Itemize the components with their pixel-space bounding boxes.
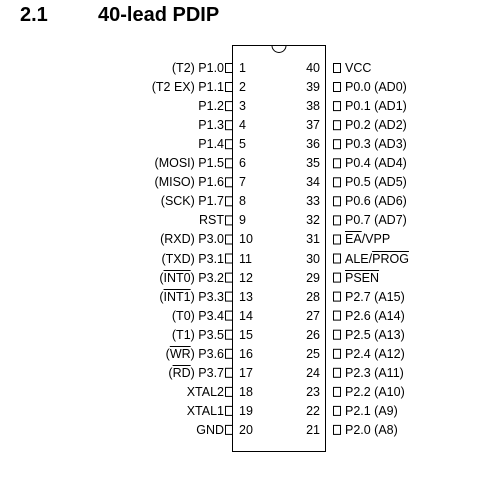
pin-6-pre-text: (MOSI) [154, 156, 199, 171]
pin-number-12: 12 [239, 270, 253, 285]
pin-17-bar-text: $\overline{RD}$ [172, 365, 191, 380]
pin-31-label [345, 232, 390, 246]
pin-7-pre-text: (MISO) [154, 175, 199, 190]
pin-number-15: 15 [239, 327, 253, 342]
pin-31-bar-text: $\overline{EA}$ [345, 232, 362, 247]
right-pin-box-21 [334, 425, 341, 434]
left-pin-box-10 [226, 235, 233, 244]
pin-15-label [172, 328, 224, 342]
pin-4-pre-text: P1.3 [198, 118, 224, 133]
pin-19-pre-text: XTAL1 [186, 403, 224, 418]
pin-30-label [345, 252, 409, 266]
pin-number-20: 20 [239, 422, 253, 437]
section-title: 40-lead PDIP [98, 4, 220, 26]
pin-26-label [345, 328, 405, 342]
right-pin-box-34 [334, 178, 341, 187]
pin-32-pre-text: P0.7 (AD7) [345, 213, 407, 228]
pin-9-label [199, 213, 224, 227]
pin-number-24: 24 [306, 365, 320, 380]
pin-9-pre-text: RST [199, 213, 224, 228]
pin-37-pre-text: P0.2 (AD2) [345, 118, 407, 133]
right-pin-box-28 [334, 292, 341, 301]
right-pin-box-35 [334, 159, 341, 168]
pin-22-label [345, 404, 398, 418]
left-pin-box-16 [226, 349, 233, 358]
pin-number-25: 25 [306, 346, 320, 361]
right-pin-box-30 [334, 254, 341, 263]
pin-15-pre-text: (T1) [171, 327, 199, 342]
pin-number-10: 10 [239, 232, 253, 247]
left-pin-box-15 [226, 330, 233, 339]
pin-7-label [155, 175, 224, 189]
pin-number-8: 8 [239, 194, 246, 209]
pin-2-pre-text: (T2 EX) [151, 80, 199, 95]
pin-number-9: 9 [239, 213, 246, 228]
pin-28-pre-text: P2.7 (A15) [345, 289, 405, 304]
pin-number-4: 4 [239, 118, 246, 133]
left-pin-box-7 [226, 178, 233, 187]
section-number: 2.1 [20, 4, 48, 26]
pin-number-34: 34 [306, 175, 320, 190]
right-pin-box-23 [334, 387, 341, 396]
pin-39-label [345, 80, 407, 94]
pin-29-label [345, 271, 379, 285]
left-pin-box-11 [226, 254, 233, 263]
pin-11-label [161, 252, 224, 266]
pin-number-7: 7 [239, 175, 246, 190]
left-pin-box-20 [226, 425, 233, 434]
pin-12-bar-text: INT0 [163, 270, 191, 285]
pin-number-2: 2 [239, 80, 246, 95]
pin-14-post-text: P3.4 [198, 308, 224, 323]
left-pin-box-8 [226, 197, 233, 206]
pin-13-pre-text: ( [159, 289, 164, 304]
left-pin-box-12 [226, 273, 233, 282]
pin-13-bar-text: INT1 [163, 289, 191, 304]
pin-number-40: 40 [306, 61, 320, 75]
pin-8-pre-text: (SCK) [160, 194, 199, 209]
left-pin-box-1 [226, 64, 233, 73]
pin-1-post-text: P1.0 [198, 61, 224, 75]
right-pin-box-37 [334, 121, 341, 130]
pin-22-pre-text: P2.1 (A9) [345, 403, 398, 418]
pin-24-label [345, 366, 404, 380]
pin-28-label [345, 290, 405, 304]
pin-14-pre-text: (T0) [171, 308, 199, 323]
pin-11-pre-text: (TXD) [161, 251, 199, 266]
pin-8-label [161, 194, 224, 208]
pin-31-post-text: /VPP [361, 232, 391, 247]
pin-33-pre-text: P0.6 (AD6) [345, 194, 407, 209]
pin-27-label [345, 309, 405, 323]
pin-11-post-text: P3.1 [198, 251, 224, 266]
pin-20-label [196, 423, 224, 437]
pin-12-pre-text: ( [159, 270, 164, 285]
right-pin-box-25 [334, 349, 341, 358]
right-pin-box-24 [334, 368, 341, 377]
pin-34-label [345, 175, 407, 189]
pin-16-pre-text: ( [165, 346, 170, 361]
pin-12-label [159, 271, 224, 285]
pin-35-pre-text: P0.4 (AD4) [345, 156, 407, 171]
pin-10-label [160, 232, 224, 246]
pin-number-19: 19 [239, 403, 253, 418]
pin-36-pre-text: P0.3 (AD3) [345, 137, 407, 152]
pin-10-post-text: P3.0 [198, 232, 224, 247]
right-pin-box-39 [334, 83, 341, 92]
left-pin-box-18 [226, 387, 233, 396]
pin-5-label [198, 137, 224, 151]
pin-35-label [345, 156, 407, 170]
pin-number-35: 35 [306, 156, 320, 171]
pin-39-pre-text: P0.0 (AD0) [345, 80, 407, 95]
pin-number-26: 26 [306, 327, 320, 342]
pin-10-pre-text: (RXD) [160, 232, 199, 247]
pin-number-37: 37 [306, 118, 320, 133]
left-pin-box-5 [226, 140, 233, 149]
pin-30-bar-text: PROG [372, 251, 409, 266]
pin-40-label [345, 61, 371, 75]
pin-19-label [187, 404, 224, 418]
pin-number-1: 1 [239, 61, 246, 75]
left-pin-box-4 [226, 121, 233, 130]
pin-6-post-text: P1.5 [198, 156, 224, 171]
right-pin-box-33 [334, 197, 341, 206]
pin-23-label [345, 385, 405, 399]
pin-2-post-text: P1.1 [198, 80, 224, 95]
pin-number-38: 38 [306, 99, 320, 114]
pin-3-label [198, 99, 224, 113]
pin-13-label [159, 290, 224, 304]
left-pin-box-17 [226, 368, 233, 377]
pin-number-28: 28 [306, 289, 320, 304]
pin-18-pre-text: XTAL2 [186, 384, 224, 399]
pin-5-pre-text: P1.4 [198, 137, 224, 152]
pin-3-pre-text: P1.2 [198, 99, 224, 114]
left-pin-box-6 [226, 159, 233, 168]
pin-30-pre-text: ALE/ [345, 251, 373, 266]
pin-20-pre-text: GND [196, 422, 224, 437]
right-pin-box-36 [334, 140, 341, 149]
pin-37-label [345, 118, 407, 132]
pin-38-label [345, 99, 407, 113]
pin-21-label [345, 423, 398, 437]
pin-number-6: 6 [239, 156, 246, 171]
right-pin-box-40 [334, 64, 341, 73]
pin-34-pre-text: P0.5 (AD5) [345, 175, 407, 190]
pin-6-label [155, 156, 224, 170]
pin-number-5: 5 [239, 137, 246, 152]
left-pin-box-3 [226, 102, 233, 111]
pin-number-18: 18 [239, 384, 253, 399]
pin-17-pre-text: ( [168, 365, 173, 380]
pin-4-label [198, 118, 224, 132]
pin-32-label [345, 213, 407, 227]
pin-16-post-text: ) P3.6 [190, 346, 224, 361]
pin-25-pre-text: P2.4 (A12) [345, 346, 405, 361]
pin-number-27: 27 [306, 308, 320, 323]
pin-number-23: 23 [306, 384, 320, 399]
pin-number-14: 14 [239, 308, 253, 323]
pin-2-label [152, 80, 224, 94]
left-pin-box-9 [226, 216, 233, 225]
right-pin-box-32 [334, 216, 341, 225]
pin-number-13: 13 [239, 289, 253, 304]
pin-7-post-text: P1.6 [198, 175, 224, 190]
pin-number-22: 22 [306, 403, 320, 418]
right-pin-box-31 [334, 235, 341, 244]
left-pin-box-19 [226, 406, 233, 415]
pin-number-31: 31 [306, 232, 320, 247]
pin-number-17: 17 [239, 365, 253, 380]
pin-23-pre-text: P2.2 (A10) [345, 384, 405, 399]
pin-number-32: 32 [306, 213, 320, 228]
pin-15-post-text: P3.5 [198, 327, 224, 342]
pin-27-pre-text: P2.6 (A14) [345, 308, 405, 323]
orientation-notch [272, 46, 286, 53]
pin-14-label [172, 309, 224, 323]
left-pin-box-13 [226, 292, 233, 301]
pin-1-pre-text: (T2) [171, 61, 199, 75]
pin-13-post-text: ) P3.3 [190, 289, 224, 304]
pin-24-pre-text: P2.3 (A11) [345, 365, 404, 380]
pin-21-pre-text: P2.0 (A8) [345, 422, 398, 437]
pin-number-11: 11 [239, 251, 252, 266]
pin-16-label [166, 347, 224, 361]
pin-number-29: 29 [306, 270, 320, 285]
pin-number-3: 3 [239, 99, 246, 114]
pin-17-post-text: ) P3.7 [190, 365, 224, 380]
pin-17-label [168, 366, 224, 380]
pin-29-bar-text: PSEN [345, 270, 380, 285]
pin-16-bar-text: $\overline{WR}$ [169, 346, 191, 361]
pin-25-label [345, 347, 405, 361]
pin-8-post-text: P1.7 [198, 194, 224, 209]
pin-number-16: 16 [239, 346, 253, 361]
pin-number-30: 30 [306, 251, 320, 266]
left-pin-box-14 [226, 311, 233, 320]
left-pin-box-2 [226, 83, 233, 92]
pin-12-post-text: ) P3.2 [190, 270, 224, 285]
right-pin-box-26 [334, 330, 341, 339]
pin-40-pre-text: VCC [345, 61, 372, 75]
pin-36-label [345, 137, 407, 151]
pin-number-36: 36 [306, 137, 320, 152]
pin-number-39: 39 [306, 80, 320, 95]
pin-38-pre-text: P0.1 (AD1) [345, 99, 407, 114]
pin-number-21: 21 [306, 422, 320, 437]
pin-18-label [187, 385, 224, 399]
pin-1-label [172, 61, 224, 75]
pin-33-label [345, 194, 407, 208]
right-pin-box-38 [334, 102, 341, 111]
right-pin-box-29 [334, 273, 341, 282]
pin-26-pre-text: P2.5 (A13) [345, 327, 405, 342]
right-pin-box-22 [334, 406, 341, 415]
right-pin-box-27 [334, 311, 341, 320]
pin-number-33: 33 [306, 194, 320, 209]
